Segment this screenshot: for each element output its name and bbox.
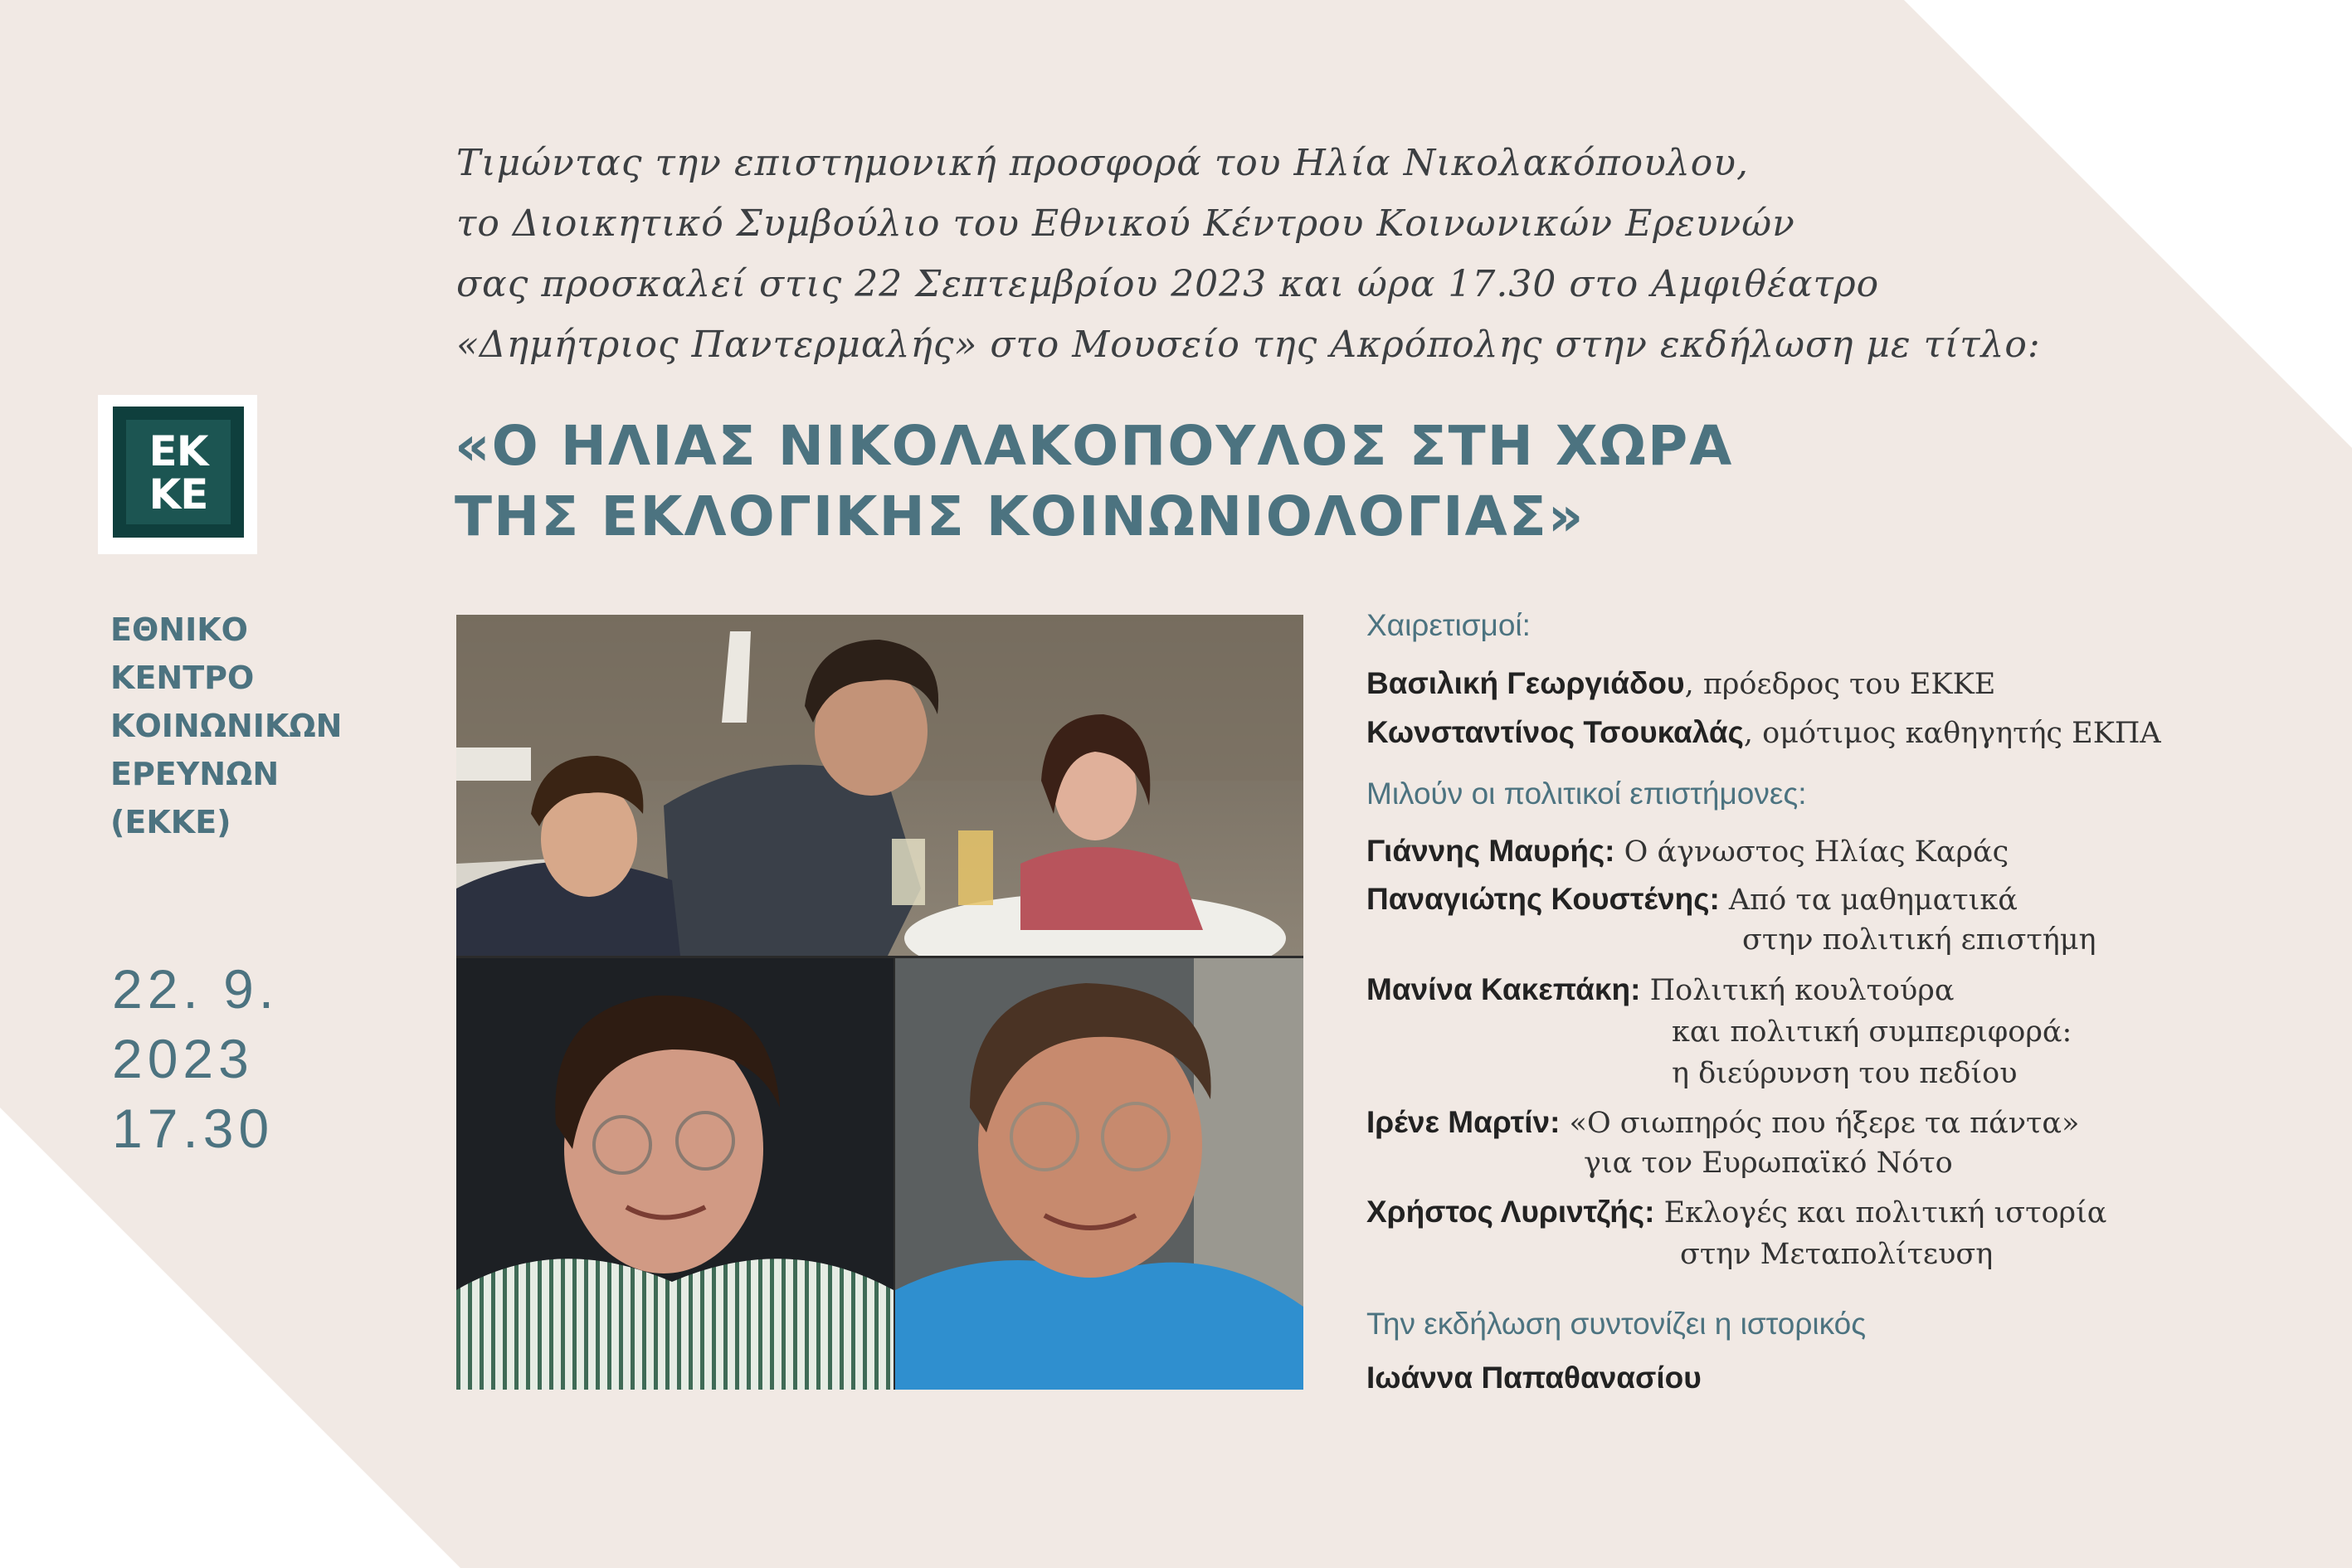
talk-title: Πολιτική κουλτούρα [1640,974,1955,1007]
greeting-role: , πρόεδρος του ΕΚΚΕ [1684,668,1996,701]
logo-letters [123,427,234,519]
portrait-striped-shirt [456,958,894,1390]
date-time: 17.30 [112,1098,275,1159]
org-line: ΕΡΕΥΝΩΝ [110,756,280,792]
moderator-heading: Την εκδήλωση συντονίζει η ιστορικός [1366,1307,1867,1341]
org-line: ΚΕΝΤΡΟ [110,660,255,696]
talk-title: «Ο σιωπηρός που ήξερε τα πάντα» [1560,1107,2080,1140]
speaker-entry [1366,1195,2106,1230]
greeting-entry [1366,666,1995,701]
talk-title-continued: η διεύρυνση του πεδίου [1672,1057,2018,1090]
title-line: ΤΗΣ ΕΚΛΟΓΙΚΗΣ ΚΟΙΝΩΝΙΟΛΟΓΙΑΣ» [455,485,1585,548]
talk-title: Εκλογές και πολιτική ιστορία [1654,1196,2107,1230]
moderator-name: Ιωάννα Παπαθανασίου [1366,1361,1702,1395]
invitation-text [456,133,2116,375]
organization-name [110,606,343,846]
event-title [455,411,1948,552]
date-year: 2023 [112,1028,254,1089]
speaker-name: Ιρένε Μαρτίν: [1366,1105,1561,1139]
greeting-entry [1366,715,2161,750]
intro-line: «Δημήτριος Παντερμαλής» στο Μουσείο της Ακρόπολης στην εκδήλωση με τίτλο: [456,324,2041,366]
logo-line-1: ΕΚ [149,427,208,475]
speaker-name: Χρήστος Λυριντζής: [1366,1195,1655,1229]
speaker-name: Μανίνα Κακεπάκη: [1366,972,1641,1006]
photo-collage [456,615,1303,1390]
logo-inner [123,416,234,528]
intro-line: Τιμώντας την επιστημονική προσφορά του Ηλία Νικολακόπουλου, [456,142,1750,184]
date-day-month: 22. 9. [112,958,280,1020]
portrait-blue-shirt [895,958,1303,1390]
speaker-entry [1366,882,2018,917]
talk-title: Ο άγνωστος Ηλίας Καράς [1614,835,2009,869]
greeting-name: Κωνσταντίνος Τσουκαλάς [1366,715,1744,749]
talk-title-continued: στην πολιτική επιστήμη [1742,923,2096,957]
intro-line: σας προσκαλεί στις 22 Σεπτεμβρίου 2023 και ώρα 17.30 στο Αμφιθέατρο [456,263,1880,305]
family-photo [456,615,1303,956]
greeting-role: , ομότιμος καθηγητής ΕΚΠΑ [1743,717,2161,750]
talk-title: Από τα μαθηματικά [1719,884,2018,917]
speakers-heading: Μιλούν οι πολιτικοί επιστήμονες: [1366,777,1807,811]
intro-line: το Διοικητικό Συμβούλιο του Εθνικού Κέντρου Κοινωνικών Ερευνών [456,202,1795,245]
logo-line-2: ΚΕ [149,470,208,519]
speaker-entry [1366,1105,2079,1140]
greetings-heading: Χαιρετισμοί: [1366,608,1531,642]
speaker-entry [1366,972,1954,1007]
org-line: ΚΟΙΝΩΝΙΚΩΝ [110,708,343,744]
event-date [112,954,279,1163]
title-line: «Ο ΗΛΙΑΣ ΝΙΚΟΛΑΚΟΠΟΥΛΟΣ ΣΤΗ ΧΩΡΑ [455,414,1734,478]
speaker-name: Παναγιώτης Κουστένης: [1366,882,1720,916]
ekke-logo [98,395,257,554]
talk-title-continued: στην Μεταπολίτευση [1680,1238,1994,1271]
speaker-entry [1366,834,2009,869]
talk-title-continued: για τον Ευρωπαϊκό Νότο [1584,1147,1953,1180]
org-line: ΕΘΝΙΚΟ [110,611,248,648]
talk-title-continued: και πολιτική συμπεριφορά: [1672,1015,2072,1049]
greeting-name: Βασιλική Γεωργιάδου [1366,666,1685,700]
speaker-name: Γιάννης Μαυρής: [1366,834,1615,868]
org-line: (ΕΚΚΕ) [110,804,231,840]
logo-frame [113,407,244,538]
